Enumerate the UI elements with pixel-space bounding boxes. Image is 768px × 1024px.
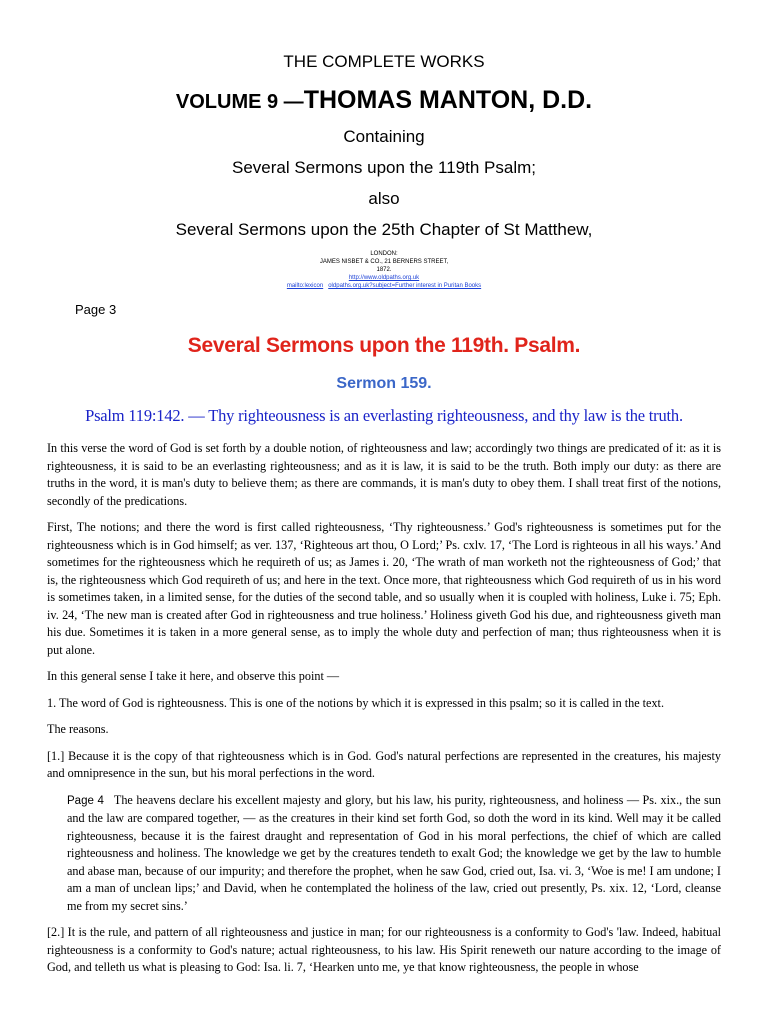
paragraph: In this verse the word of God is set forth by a double notion, of righteousness and law; accordingly two things are predicated of it: as it is righteousness, it is said to be an everlasting righteousness; and as it is law, it is said to be the truth. Both imply our duty: as there are truths in the word, it is man's duty to believe them; as there are commands, it is man's duty to obey them. I shall treat first of the notions, secondly of the predications. xyxy=(47,441,721,508)
publisher-block xyxy=(0,250,768,290)
publisher-city: LONDON: xyxy=(370,251,398,257)
mail-link[interactable]: mailto:lexicon xyxy=(286,283,324,289)
site-link[interactable]: http://www.oldpaths.org.uk xyxy=(348,275,420,281)
contents-line-1: Several Sermons upon the 119th Psalm; xyxy=(232,158,536,177)
also-label: also xyxy=(368,189,400,208)
paragraph: 1. The word of God is righteousness. This is one of the notions by which it is expressed in this psalm; so it is called in the text. xyxy=(47,695,664,710)
contents-line-2: Several Sermons upon the 25th Chapter of St Matthew, xyxy=(175,220,593,239)
author-name: THOMAS MANTON, D.D. xyxy=(303,86,593,114)
subject-link[interactable]: oldpaths.org.uk?subject=Further interest in Puritan Books xyxy=(328,283,482,289)
reason-number: [2.] xyxy=(47,925,65,939)
paragraph xyxy=(47,924,721,977)
paragraph: First, The notions; and there the word is first called righteousness, ‘Thy righteousness.’ God's righteousness is sometimes put for the righteousness which is in God himself; as ver. 137, ‘Righteous art thou, O Lord;’ Ps. cxlv. 17, ‘The Lord is righteous in all his ways.’ And sometimes for the righteousness which he requireth of us; as James i. 20, ‘The wrath of man worketh not the righteousness of God;’ that is, the righteousness which God requireth of us; and here in the text. Once more, that righteousness which God requireth of us in his word is sometimes taken, in a limited sense, for the duties of the second table, and so usually when it is coupled with holiness, Luke i. 75; Eph. iv. 24, ‘The new man is created after God in righteousness and true holiness.’ Holiness giveth God his due, and righteousness giveth man his due. Sometimes it is taken in a more general sense, as to imply the whole duty and perfection of man; thus righteousness when it is put alone. xyxy=(47,520,721,657)
paragraph-text: Because it is the copy of that righteousness which is in God. God's natural perfections are represented in the creatures, his majesty and omnipresence in the sun, but his moral perfections in the word. xyxy=(47,748,721,780)
volume-heading xyxy=(0,86,768,115)
sermon-title: Sermon 159. xyxy=(336,375,432,392)
section-title: Several Sermons upon the 119th. Psalm. xyxy=(187,334,581,357)
publisher-year: 1872. xyxy=(376,267,392,273)
volume-label: VOLUME 9 — xyxy=(175,91,304,113)
paragraph: In this general sense I take it here, and observe this point — xyxy=(47,669,340,683)
paragraph: The reasons. xyxy=(47,722,109,736)
publisher-name: JAMES NISBET & CO., 21 BERNERS STREET, xyxy=(319,259,449,265)
paragraph-text: The heavens declare his excellent majesty and glory, but his law, his purity, righteousness, and holiness — Ps. xix., the sun and the law are compared together, — as the creatures in their kind set forth God, so doth the word in its kind. Well may it be called righteousness, because it is the fairest draught and representation of God in his moral perfections, the chief of which are called righteousness and holiness. The knowledge we get by the creatures tendeth to exalt God; the knowledge we get by the law to humble and abase man, because of our impurity; and therefore the prophet, when he saw God, cried out, Isa. vi. 3, ‘Woe is me! I am undone; I am a man of unclean lips;’ and David, when he contemplated the holiness of the law, cried out presently, Ps. xix. 12, ‘Lord, cleanse me from my secret sins.’ xyxy=(67,792,721,913)
reason-number: [1.] xyxy=(47,748,65,763)
paragraph xyxy=(47,792,721,916)
verse-heading: Psalm 119:142. — Thy righteousness is an everlasting righteousness, and thy law is the truth. xyxy=(85,406,683,425)
sermon-body xyxy=(47,440,721,986)
containing-label: Containing xyxy=(343,127,425,146)
page-marker-3: Page 3 xyxy=(75,302,117,317)
paragraph xyxy=(47,748,721,783)
page-marker-4: Page 4 xyxy=(67,794,104,807)
paragraph-text: It is the rule, and pattern of all righteousness and justice in man; for our righteousness is a conformity to God's 'law. Indeed, habitual righteousness is a conformity to God's nature; actual righteousness, to his law. His Spirit reneweth our nature according to the image of God, and telleth us what is pleasing to God: Isa. li. 7, ‘Hearken unto me, ye that know righteousness, the people in whose xyxy=(47,925,721,974)
series-title: THE COMPLETE WORKS xyxy=(283,52,485,71)
